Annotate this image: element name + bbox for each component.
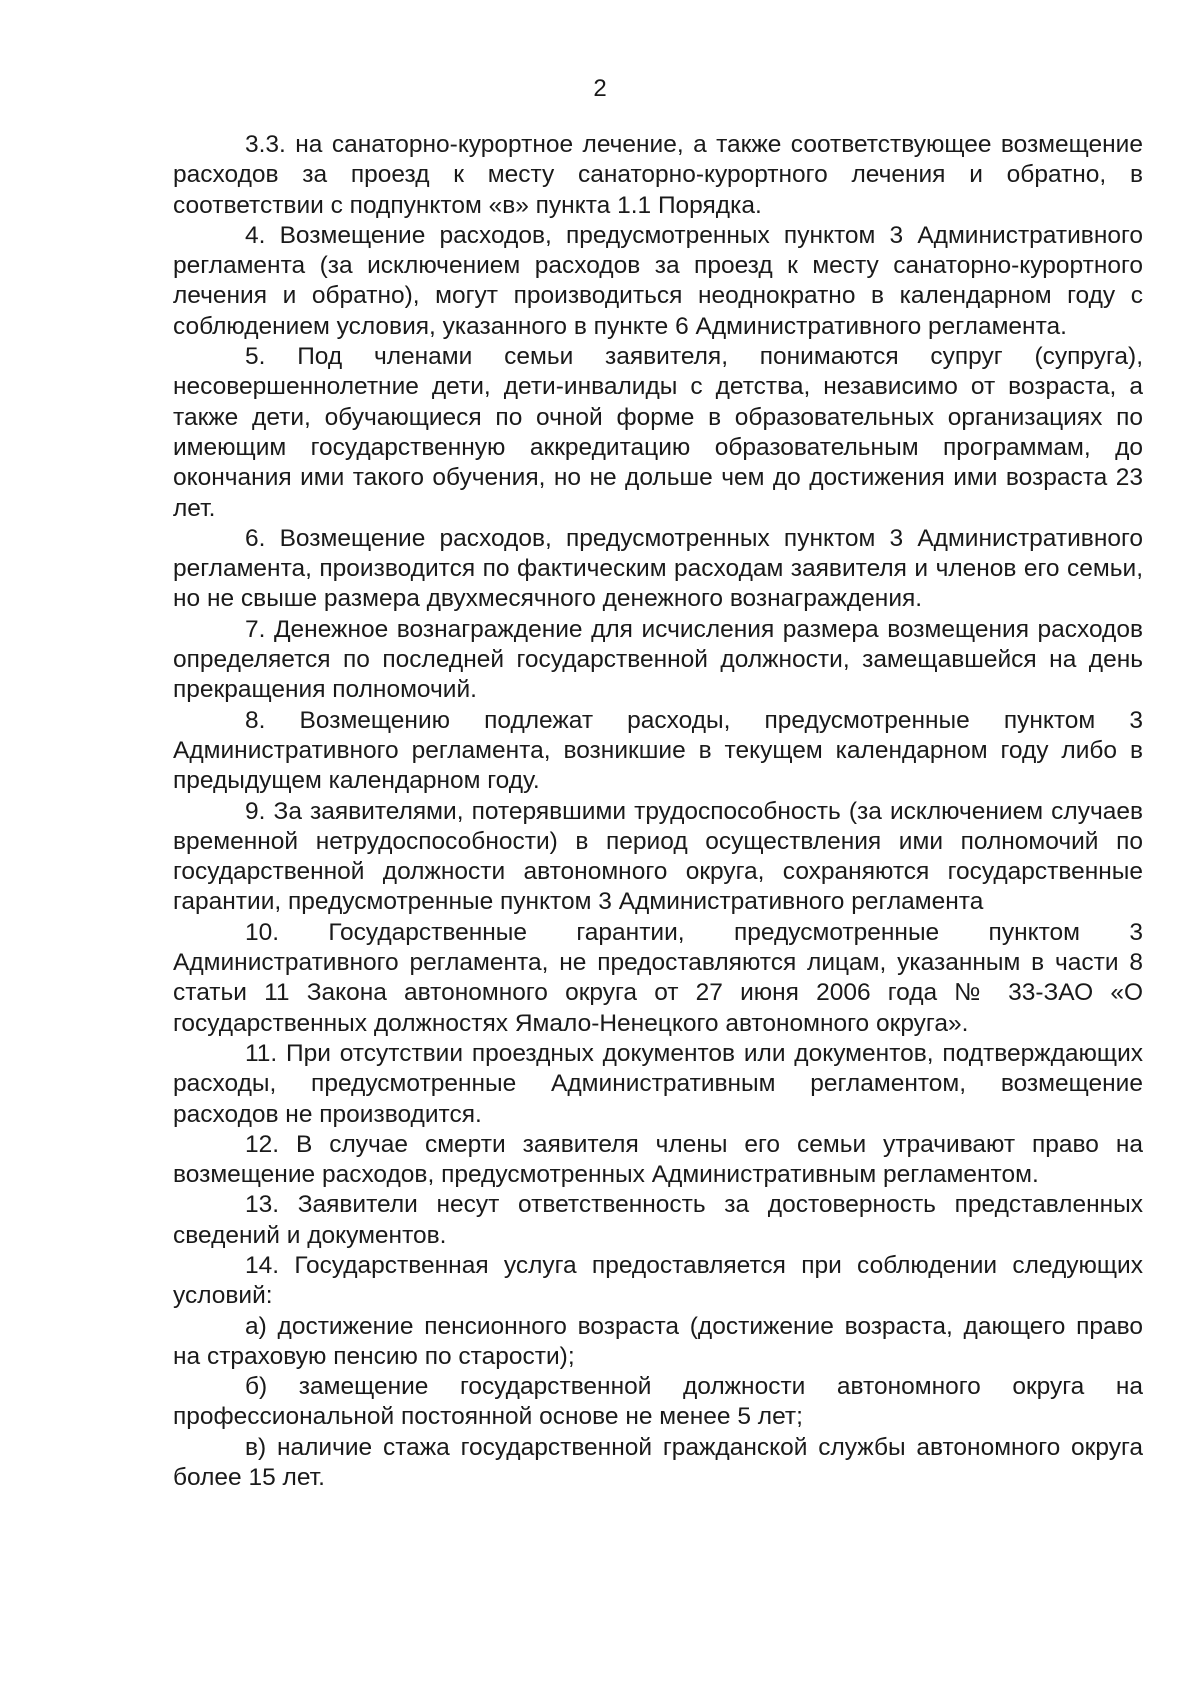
paragraph-4: 4. Возмещение расходов, предусмотренных пунктом 3 Административного регламента (за исключением расходов за проезд к месту санаторно-курортного лечения и обратно), могут производиться неоднократно в календарном году с соблюдением условия, указанного в пункте 6 Административного регламента. — [173, 221, 1143, 340]
page-number: 2 — [593, 75, 607, 102]
paragraph-8: 8. Возмещению подлежат расходы, предусмотренные пунктом 3 Административного регламента, возникшие в текущем календарном году либо в предыдущем календарном году. — [173, 706, 1143, 795]
document-body — [173, 130, 1143, 1493]
paragraph-9: 9. За заявителями, потерявшими трудоспособность (за исключением случаев временной нетрудоспособности) в период осуществления ими полномочий по государственной должности автономного округа, сохраняются государственные гарантии, предусмотренные пунктом 3 Административного регламента — [173, 797, 1143, 916]
paragraph-7: 7. Денежное вознаграждение для исчисления размера возмещения расходов определяется по последней государственной должности, замещавшейся на день прекращения полномочий. — [173, 615, 1143, 704]
condition-a: а) достижение пенсионного возраста (достижение возраста, дающего право на страховую пенсию по старости); — [173, 1312, 1143, 1370]
paragraph-11: 11. При отсутствии проездных документов или документов, подтверждающих расходы, предусмотренные Административным регламентом, возмещение расходов не производится. — [173, 1039, 1143, 1128]
paragraph-10: 10. Государственные гарантии, предусмотренные пунктом 3 Административного регламента, не предоставляются лицам, указанным в части 8 статьи 11 Закона автономного округа от 27 июня 2006 года № 33-ЗАО «О государственных должностях Ямало-Ненецкого автономного округа». — [173, 918, 1143, 1037]
paragraph-12: 12. В случае смерти заявителя члены его семьи утрачивают право на возмещение расходов, предусмотренных Административным регламентом. — [173, 1130, 1143, 1189]
paragraph-6: 6. Возмещение расходов, предусмотренных пунктом 3 Административного регламента, производится по фактическим расходам заявителя и членов его семьи, но не свыше размера двухмесячного денежного вознаграждения. — [173, 524, 1143, 613]
paragraph-13: 13. Заявители несут ответственность за достоверность представленных сведений и документов. — [173, 1191, 1143, 1249]
paragraph-3-3: 3.3. на санаторно-курортное лечение, а также соответствующее возмещение расходов за проезд к месту санаторно-курортного лечения и обратно, в соответствии с подпунктом «в» пункта 1.1 Порядка. — [173, 131, 1143, 219]
paragraph-14: 14. Государственная услуга предоставляется при соблюдении следующих условий: — [173, 1251, 1143, 1310]
paragraph-5: 5. Под членами семьи заявителя, понимаются супруг (супруга), несовершеннолетние дети, дети-инвалиды с детства, независимо от возраста, а также дети, обучающиеся по очной форме в образовательных организациях по имеющим государственную аккредитацию образовательным программам, до окончания ими такого обучения, но не дольше чем до достижения ими возраста 23 лет. — [173, 343, 1143, 522]
condition-v: в) наличие стажа государственной гражданской службы автономного округа более 15 лет. — [173, 1433, 1143, 1492]
condition-b: б) замещение государственной должности автономного округа на профессиональной постоянной основе не менее 5 лет; — [173, 1373, 1143, 1431]
